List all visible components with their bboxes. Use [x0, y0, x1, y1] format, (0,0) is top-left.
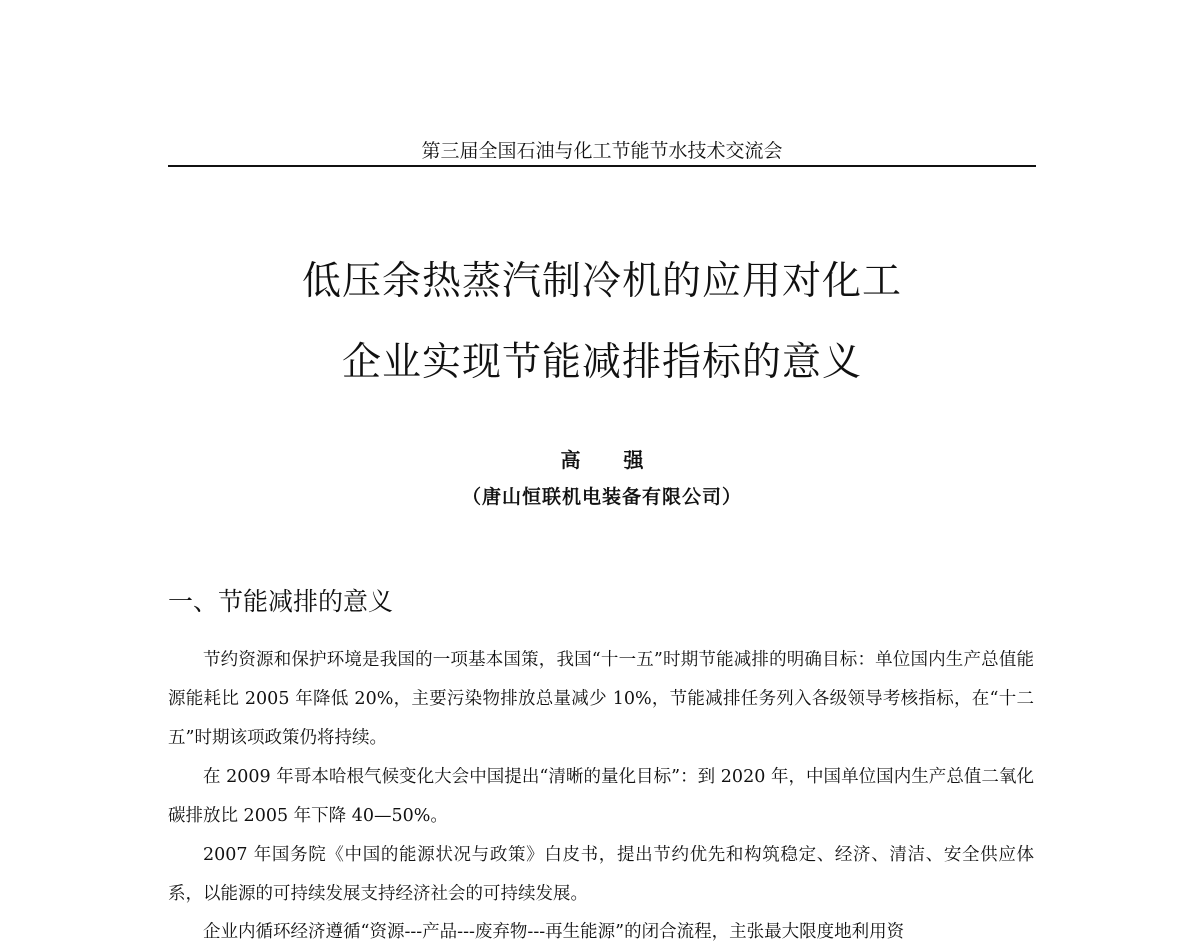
paragraph-text: 在 2009 年哥本哈根气候变化大会中国提出“清晰的量化目标”：到 2020 年，中国单位国内生产总值二氧化碳排放比 2005 年下降 40—50%。	[168, 767, 1034, 826]
paper-title-line-1: 低压余热蒸汽制冷机的应用对化工	[301, 259, 902, 304]
paragraph-text: 2007 年国务院《中国的能源状况与政策》白皮书，提出节约优先和构筑稳定、经济、清洁、安全供应体系，以能源的可持续发展支持经济社会的可持续发展。	[168, 845, 1034, 904]
body-paragraph-1	[168, 641, 1034, 758]
author-name: 高 强	[560, 448, 662, 472]
body-paragraph-2	[168, 758, 1034, 836]
paragraph-text: 企业内循环经济遵循“资源---产品---废弃物---再生能源”的闭合流程，主张最大限度地利用资	[203, 922, 905, 942]
body-paragraph-3	[168, 836, 1034, 914]
running-header: 第三届全国石油与化工节能节水技术交流会	[421, 140, 783, 162]
body-paragraph-4	[168, 913, 1034, 952]
header-rule	[168, 165, 1036, 167]
paper-title-line-2: 企业实现节能减排指标的意义	[341, 340, 862, 385]
paragraph-text: 节约资源和保护环境是我国的一项基本国策，我国“十一五”时期节能减排的明确目标：单位国内生产总值能源能耗比 2005 年降低 20%，主要污染物排放总量减少 10%，节能减排任务列入各级领导考核指标，在“十二五”时期该项政策仍将持续。	[168, 650, 1034, 748]
author-affiliation: （唐山恒联机电装备有限公司）	[461, 486, 742, 508]
section-heading: 一、节能减排的意义	[168, 587, 394, 616]
